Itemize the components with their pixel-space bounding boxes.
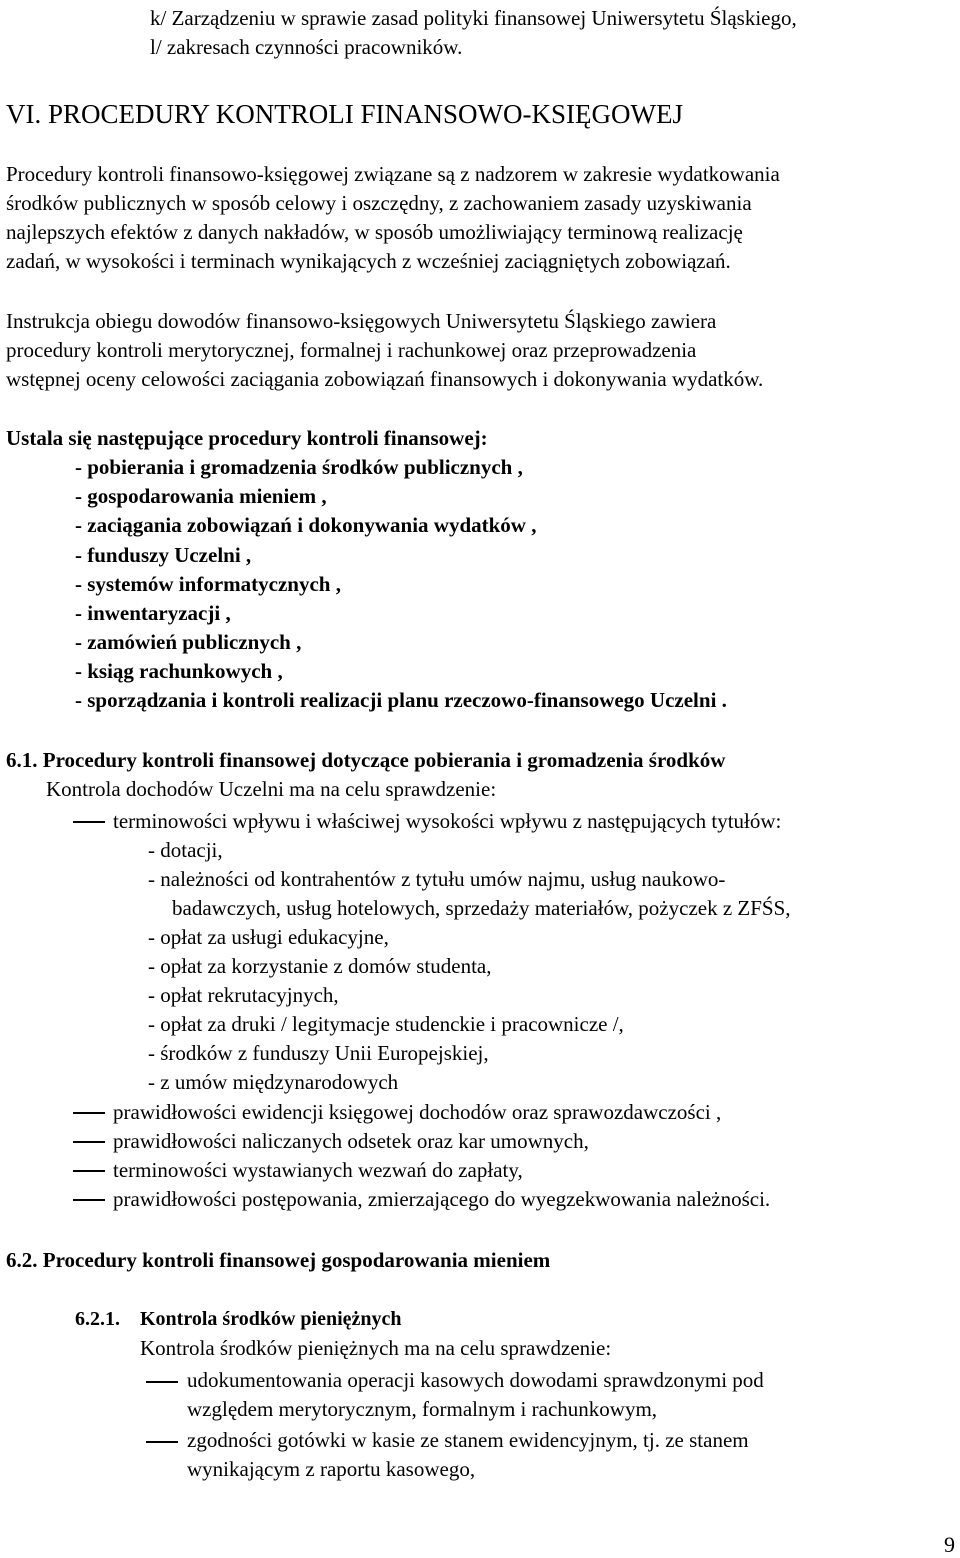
para1-line: Procedury kontroli finansowo-księgowej związane są z nadzorem w zakresie wydatkowania <box>6 162 780 186</box>
check-item: terminowości wystawianych wezwań do zapłaty, <box>113 1158 523 1182</box>
income-source: - środków z funduszy Unii Europejskiej, <box>148 1041 489 1065</box>
income-source: - z umów międzynarodowych <box>148 1070 399 1094</box>
para1-line: zadań, w wysokości i terminach wynikających z wcześniej zaciągniętych zobowiązań. <box>6 249 731 273</box>
procedure-item: - zaciągania zobowiązań i dokonywania wydatków , <box>75 513 537 537</box>
check-item: prawidłowości postępowania, zmierzającego do wyegzekwowania należności. <box>113 1187 771 1211</box>
income-source: - opłat za korzystanie z domów studenta, <box>148 954 492 978</box>
income-source: - opłat za usługi edukacyjne, <box>148 925 389 949</box>
dash-bullet <box>73 1170 105 1172</box>
para2-line: Instrukcja obiegu dowodów finansowo-księgowych Uniwersytetu Śląskiego zawiera <box>6 309 717 333</box>
procedure-item: - sporządzania i kontroli realizacji planu rzeczowo-finansowego Uczelni . <box>75 688 727 712</box>
dash-bullet <box>146 1441 178 1443</box>
page-number: 9 <box>944 1532 955 1557</box>
income-source: - opłat rekrutacyjnych, <box>148 983 339 1007</box>
check-item: udokumentowania operacji kasowych dowodami sprawdzonymi pod <box>187 1368 764 1392</box>
para2-line: procedury kontroli merytorycznej, formalnej i rachunkowej oraz przeprowadzenia <box>6 338 697 362</box>
top-line-k: k/ Zarządzeniu w sprawie zasad polityki finansowej Uniwersytetu Śląskiego, <box>150 6 797 30</box>
subsection-6-2-title: 6.2. Procedury kontroli finansowej gospodarowania mieniem <box>6 1248 551 1272</box>
subsection-6-1-title: 6.1. Procedury kontroli finansowej dotyczące pobierania i gromadzenia środków <box>6 748 726 772</box>
check-item: terminowości wpływu i właściwej wysokości wpływu z następujących tytułów: <box>113 809 782 833</box>
procedure-item: - systemów informatycznych , <box>75 572 341 596</box>
para1-line: środków publicznych w sposób celowy i oszczędny, z zachowaniem zasady uzyskiwania <box>6 191 752 215</box>
procedure-item: - funduszy Uczelni , <box>75 543 252 567</box>
subsection-6-2-1-number: 6.2.1. <box>75 1308 120 1330</box>
subsection-6-2-1-title: Kontrola środków pieniężnych <box>140 1308 402 1330</box>
check-item-continued: wynikającym z raportu kasowego, <box>187 1457 476 1481</box>
dash-bullet <box>73 821 105 823</box>
dash-bullet <box>73 1112 105 1114</box>
income-source: - należności od kontrahentów z tytułu umów najmu, usług naukowo- <box>148 867 726 891</box>
income-source: - opłat za druki / legitymacje studenckie i pracownicze /, <box>148 1012 624 1036</box>
section-heading: VI. PROCEDURY KONTROLI FINANSOWO-KSIĘGOWEJ <box>6 99 683 129</box>
check-item-continued: względem merytorycznym, formalnym i rachunkowym, <box>187 1397 658 1421</box>
para2-line: wstępnej oceny celowości zaciągania zobowiązań finansowych i dokonywania wydatków. <box>6 367 764 391</box>
income-source: badawczych, usług hotelowych, sprzedaży materiałów, pożyczek z ZFŚS, <box>172 896 791 920</box>
income-source: - dotacji, <box>148 838 223 862</box>
check-item: prawidłowości ewidencji księgowej dochodów oraz sprawozdawczości , <box>113 1100 722 1124</box>
check-item: zgodności gotówki w kasie ze stanem ewidencyjnym, tj. ze stanem <box>187 1428 749 1452</box>
procedure-item: - pobierania i gromadzenia środków publicznych , <box>75 455 523 479</box>
dash-bullet <box>73 1141 105 1143</box>
check-item: prawidłowości naliczanych odsetek oraz kar umownych, <box>113 1129 589 1153</box>
dash-bullet <box>73 1199 105 1201</box>
procedure-item: - ksiąg rachunkowych , <box>75 659 283 683</box>
subsection-6-2-1-intro: Kontrola środków pieniężnych ma na celu sprawdzenie: <box>140 1336 612 1360</box>
dash-bullet <box>146 1381 178 1383</box>
procedures-intro: Ustala się następujące procedury kontroli finansowej: <box>6 426 488 450</box>
procedure-item: - gospodarowania mieniem , <box>75 484 327 508</box>
para1-line: najlepszych efektów z danych nakładów, w sposób umożliwiający terminową realizację <box>6 220 743 244</box>
procedure-item: - zamówień publicznych , <box>75 630 302 654</box>
top-line-l: l/ zakresach czynności pracowników. <box>150 35 463 59</box>
subsection-6-1-intro: Kontrola dochodów Uczelni ma na celu sprawdzenie: <box>46 777 497 801</box>
procedure-item: - inwentaryzacji , <box>75 601 231 625</box>
